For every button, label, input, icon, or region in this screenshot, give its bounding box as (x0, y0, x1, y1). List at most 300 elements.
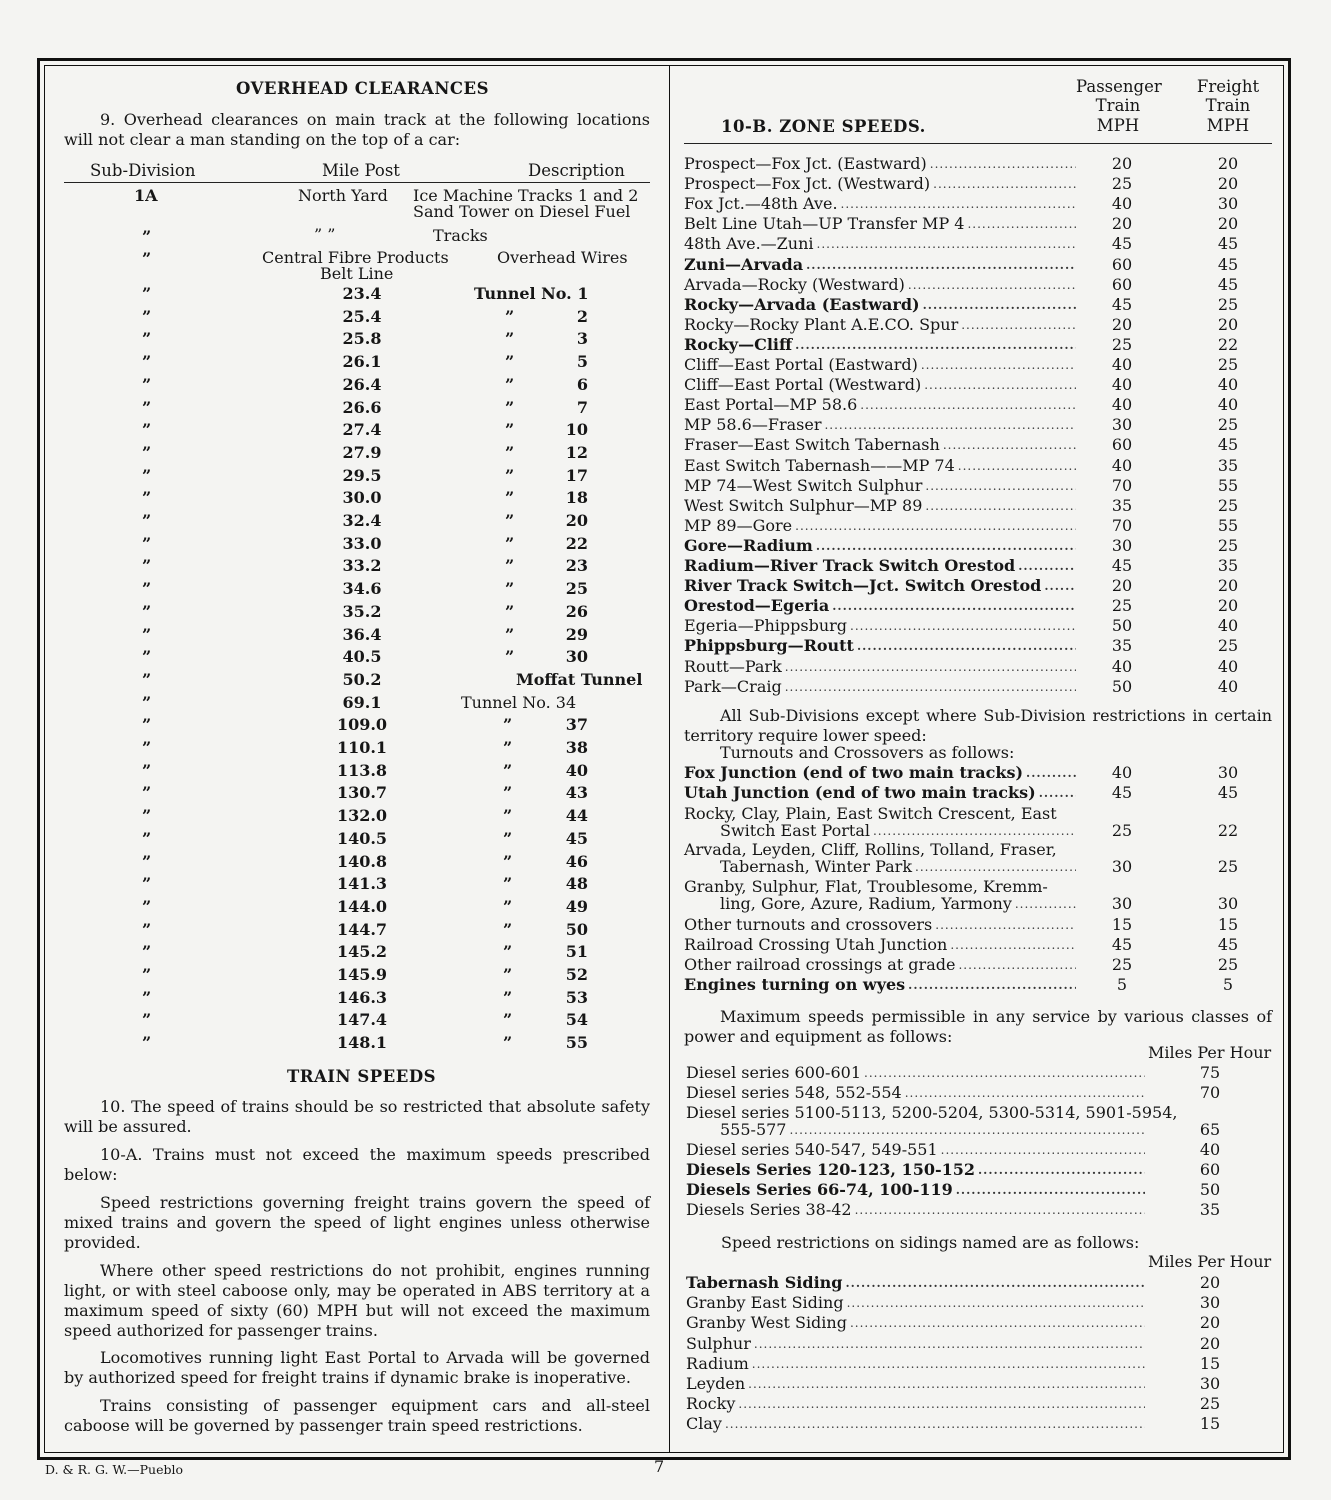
passenger-mph: 40 (1111, 355, 1133, 374)
page-number: 7 (654, 1457, 665, 1476)
passenger-mph: 60 (1111, 254, 1133, 274)
zone-row (684, 376, 1079, 394)
milepost-cell: 130.7 (336, 783, 388, 803)
passenger-mph: 35 (1111, 636, 1133, 656)
ditto-mark: ” (142, 579, 152, 599)
milepost-cell: 113.8 (336, 760, 388, 780)
siding-row (686, 1335, 1148, 1353)
freight-mph: 25 (1217, 535, 1239, 555)
dot-leader (1015, 895, 1076, 913)
zone-row-label: West Switch Sulphur—MP 89 (684, 495, 923, 515)
dot-leader (860, 396, 1076, 414)
milepost-cell: 29.5 (342, 465, 382, 485)
dot-leader (816, 537, 1076, 555)
dot-leader (950, 936, 1076, 954)
siding-mph: 30 (1199, 1293, 1221, 1313)
milepost-cell: 132.0 (336, 806, 388, 826)
passenger-mph: 45 (1111, 783, 1133, 802)
freight-mph: 25 (1217, 955, 1239, 974)
zone-row (684, 436, 1079, 454)
freight-mph: 40 (1217, 616, 1239, 636)
equipment-row (686, 1064, 1148, 1082)
milepost-cell: 33.2 (342, 556, 382, 576)
col-passenger-line2: Train (1095, 96, 1141, 115)
freight-mph: 25 (1217, 636, 1239, 656)
milepost-cell: 26.4 (342, 374, 382, 394)
freight-mph: 20 (1217, 314, 1239, 334)
freight-mph: 30 (1217, 763, 1239, 782)
milepost-cell: 25.8 (342, 329, 382, 349)
passenger-mph: 20 (1111, 576, 1133, 596)
ditto-mark: ” (503, 874, 513, 894)
zone-row (684, 175, 1079, 193)
tunnel-number: 23 (565, 556, 588, 576)
ditto-mark: ” (505, 420, 515, 440)
equipment-row (686, 1141, 1148, 1159)
equipment-row (686, 1201, 1148, 1219)
ditto-mark: ” (142, 374, 152, 394)
dot-leader (958, 956, 1076, 974)
turnout-row (684, 784, 1079, 802)
ditto-mark: ” ” (314, 225, 336, 244)
ditto-mark: ” (142, 352, 152, 372)
ditto-mark: ” (503, 828, 513, 848)
turnout-row-label: Engines turning on wyes (684, 975, 906, 994)
dot-leader (961, 316, 1076, 334)
ditto-mark: ” (505, 511, 515, 530)
zone-row-label: River Track Switch—Jct. Switch Orestod (684, 576, 1042, 596)
ditto-mark: ” (142, 488, 152, 508)
dot-leader (978, 1161, 1145, 1179)
passenger-mph: 20 (1111, 154, 1133, 173)
milepost-cell: 23.4 (342, 284, 382, 303)
tunnel-number: 12 (565, 442, 588, 462)
ditto-mark: ” (505, 647, 515, 667)
tunnel-number: 17 (565, 465, 588, 485)
dot-leader (924, 376, 1076, 394)
zone-row-label: Gore—Radium (684, 535, 813, 555)
zone-row (684, 497, 1079, 515)
zone-row-label: Routt—Park (684, 656, 782, 676)
ditto-mark: ” (142, 1010, 152, 1030)
dot-leader (923, 296, 1076, 314)
dot-leader (855, 1201, 1145, 1219)
tunnel-number: 6 (576, 374, 588, 394)
ditto-mark: ” (505, 306, 515, 326)
zone-row (684, 637, 1079, 655)
dot-leader (915, 858, 1076, 876)
ditto-mark: ” (142, 942, 152, 962)
freight-mph: 20 (1217, 214, 1239, 234)
zone-row (684, 336, 1079, 354)
dot-leader (956, 1181, 1145, 1199)
zone-row (684, 597, 1079, 615)
passenger-mph: 35 (1111, 495, 1133, 515)
maximum-speeds-paragraph: Maximum speeds permissible in any service by various classes of power and equipment as follows: (684, 1007, 1272, 1046)
ditto-mark: ” (142, 874, 152, 894)
passenger-mph: 25 (1111, 955, 1133, 974)
milepost-cell: 26.1 (342, 352, 382, 372)
turnout-row (684, 916, 1079, 934)
col-passenger-line3: MPH (1096, 116, 1140, 135)
freight-mph: 45 (1217, 435, 1239, 455)
dot-leader (857, 637, 1076, 655)
milepost-cell: 27.4 (342, 420, 382, 440)
freight-mph: 30 (1217, 194, 1239, 214)
ditto-mark: ” (503, 851, 513, 871)
turnout-row-label: Other turnouts and crossovers (684, 915, 933, 934)
dot-leader (1018, 557, 1076, 575)
turnout-row (720, 822, 1079, 840)
passenger-mph: 40 (1111, 763, 1133, 782)
zone-row (684, 537, 1079, 555)
siding-mph: 20 (1199, 1333, 1221, 1353)
zone-row-label: Fraser—East Switch Tabernash (684, 435, 940, 455)
description-cell: Tunnel No. 1 (474, 284, 589, 303)
milepost-cell: 145.2 (336, 942, 388, 962)
freight-mph: 40 (1217, 375, 1239, 395)
col-milepost: Mile Post (322, 161, 400, 180)
turnout-row-label: Railroad Crossing Utah Junction (684, 935, 948, 954)
passenger-mph: 40 (1111, 375, 1133, 395)
freight-mph: 35 (1217, 556, 1239, 575)
col-freight-line3: MPH (1206, 116, 1250, 135)
siding-row-label: Granby West Siding (686, 1313, 847, 1333)
col-freight-line1: Freight (1196, 77, 1260, 96)
freight-mph: 45 (1217, 274, 1239, 294)
turnout-row-label: Other railroad crossings at grade (684, 955, 956, 974)
tunnel-number: 55 (565, 1033, 588, 1053)
paragraph-abs-territory: Where other speed restrictions do not prohibit, engines running light, or with steel caboose only, may be operated in ABS territory at a maximum speed of sixty (60) MPH but will not exceed the maximum speed authorized for passenger trains. (64, 1261, 650, 1340)
siding-row-label: Granby East Siding (686, 1293, 844, 1313)
milepost-cell: 141.3 (336, 874, 388, 894)
turnout-row-label: Switch East Portal (720, 821, 870, 840)
dot-leader (850, 1314, 1145, 1332)
dot-leader (847, 1294, 1145, 1312)
tunnel-number: 40 (565, 760, 588, 780)
milepost-cell: 140.8 (336, 851, 388, 871)
equipment-row-label: 555-577 (720, 1120, 787, 1139)
ditto-mark: ” (505, 488, 515, 508)
zone-row (684, 617, 1079, 635)
zone-row (684, 577, 1079, 595)
tunnel-number: 29 (565, 624, 588, 644)
siding-row-label: Tabernash Siding (686, 1273, 843, 1292)
ditto-mark: ” (142, 420, 152, 440)
equipment-mph: 40 (1199, 1140, 1221, 1159)
freight-mph: 35 (1217, 455, 1239, 475)
equipment-row-label: Diesel series 540-547, 549-551 (686, 1140, 938, 1159)
equipment-mph: 35 (1199, 1200, 1221, 1219)
equipment-mph: 60 (1199, 1160, 1221, 1179)
zone-row (684, 557, 1079, 575)
turnout-row-label: Utah Junction (end of two main tracks) (684, 783, 1036, 802)
ditto-mark: ” (503, 987, 513, 1007)
ditto-mark: ” (503, 965, 513, 984)
col-subdivision: Sub-Division (90, 161, 196, 180)
zone-row-label: Cliff—East Portal (Eastward) (684, 355, 918, 374)
ditto-mark: ” (503, 1010, 513, 1030)
tunnel-number: 37 (565, 715, 588, 735)
zone-row (684, 296, 1079, 314)
passenger-mph: 20 (1111, 214, 1133, 234)
table-header-rule (64, 182, 650, 183)
turnout-row-label: Tabernash, Winter Park (720, 857, 913, 876)
dot-leader (925, 477, 1076, 495)
description-cell: Tunnel No. 34 (461, 692, 577, 712)
ditto-mark: ” (505, 556, 515, 576)
zone-row-label: Phippsburg—Routt (684, 636, 854, 656)
milepost-cell: 110.1 (336, 738, 388, 757)
turnout-name: Granby, Sulphur, Flat, Troublesome, Kremm- (684, 877, 1048, 896)
milepost-cell: 148.1 (336, 1033, 388, 1053)
tunnel-number: 26 (565, 601, 588, 621)
zone-row (684, 517, 1079, 535)
siding-row-label: Radium (686, 1353, 749, 1373)
col-passenger-line1: Passenger (1076, 77, 1162, 96)
siding-row-label: Leyden (686, 1374, 746, 1393)
freight-mph: 30 (1217, 894, 1239, 913)
description-cell: Overhead Wires (497, 248, 628, 267)
freight-mph: 40 (1217, 395, 1239, 415)
freight-mph: 25 (1217, 355, 1239, 374)
dot-leader (795, 336, 1076, 354)
dot-leader (785, 678, 1076, 696)
dot-leader (943, 436, 1076, 454)
dot-leader (941, 1141, 1145, 1159)
passenger-mph: 45 (1111, 234, 1133, 254)
dot-leader (958, 457, 1076, 475)
passenger-mph: 5 (1116, 975, 1128, 994)
passenger-mph: 40 (1111, 395, 1133, 415)
tunnel-number: 43 (565, 783, 588, 803)
tunnel-number: 2 (576, 306, 588, 326)
equipment-row (686, 1084, 1148, 1102)
ditto-mark: ” (142, 284, 152, 303)
zone-row (684, 235, 1079, 253)
passenger-mph: 40 (1111, 194, 1133, 214)
dot-leader (841, 195, 1076, 213)
zone-row (684, 477, 1079, 495)
milepost-cell: 146.3 (336, 987, 388, 1007)
dot-leader (1039, 784, 1076, 802)
milepost-cell: 147.4 (336, 1010, 388, 1030)
equipment-row-label: Diesels Series 66-74, 100-119 (686, 1180, 953, 1199)
column-divider (669, 65, 670, 1453)
ditto-mark: ” (142, 227, 152, 246)
tunnel-number: 44 (565, 806, 588, 826)
freight-mph: 55 (1217, 475, 1239, 495)
siding-mph: 20 (1199, 1313, 1221, 1333)
zone-row (684, 276, 1079, 294)
zone-row (684, 195, 1079, 213)
milepost-cell: 50.2 (342, 669, 382, 689)
zone-speeds-heading: 10-B. ZONE SPEEDS. (721, 117, 926, 136)
freight-mph: 20 (1217, 154, 1239, 173)
paragraph-locomotives-light: Locomotives running light East Portal to Arvada will be governed by authorized speed for freight trains if dynamic brake is inoperative. (64, 1348, 650, 1387)
tunnel-number: 10 (565, 420, 588, 440)
ditto-mark: ” (505, 352, 515, 372)
passenger-mph: 50 (1111, 616, 1133, 636)
freight-mph: 5 (1222, 975, 1234, 994)
ditto-mark: ” (503, 806, 513, 826)
zone-row-label: Belt Line Utah—UP Transfer MP 4 (684, 214, 965, 234)
passenger-mph: 25 (1111, 334, 1133, 354)
dot-leader (908, 976, 1076, 994)
train-speeds-heading: TRAIN SPEEDS (287, 1067, 437, 1086)
overhead-clearances-heading: OVERHEAD CLEARANCES (236, 79, 490, 98)
zone-row (684, 396, 1079, 414)
turnout-row-label: ling, Gore, Azure, Radium, Yarmony (720, 894, 1012, 913)
equipment-name: Diesel series 5100-5113, 5200-5204, 5300-5314, 5901-5954, (686, 1103, 1178, 1122)
paragraph-passenger-equipment: Trains consisting of passenger equipment cars and all-steel caboose will be governed by passenger train speed restrictions. (64, 1396, 650, 1435)
description-cell: Sand Tower on Diesel Fuel (413, 202, 631, 221)
zone-row (684, 457, 1079, 475)
overhead-paragraph: 9. Overhead clearances on main track at the following locations will not clear a man standing on the top of a car: (64, 110, 650, 149)
turnout-row (684, 764, 1079, 782)
zone-row-label: MP 74—West Switch Sulphur (684, 475, 923, 495)
zone-row-label: Rocky—Rocky Plant A.E.CO. Spur (684, 314, 959, 334)
dot-leader (817, 235, 1076, 253)
zone-row-label: MP 58.6—Fraser (684, 415, 822, 435)
siding-row (686, 1415, 1148, 1433)
turnout-row (720, 895, 1079, 913)
freight-mph: 22 (1217, 334, 1239, 354)
turnout-row (684, 936, 1079, 954)
tunnel-number: 49 (565, 896, 588, 916)
passenger-mph: 45 (1111, 556, 1133, 575)
dot-leader (785, 658, 1076, 676)
milepost-cell: 109.0 (336, 715, 388, 735)
freight-mph: 55 (1217, 515, 1239, 535)
ditto-mark: ” (142, 919, 152, 939)
zone-row (684, 155, 1079, 173)
dot-leader (873, 822, 1076, 840)
siding-row-label: Rocky (686, 1394, 736, 1414)
ditto-mark: ” (142, 806, 152, 826)
ditto-mark: ” (142, 783, 152, 803)
freight-mph: 20 (1217, 174, 1239, 194)
milepost-cell: 36.4 (342, 624, 382, 644)
dot-leader (935, 916, 1076, 934)
freight-mph: 22 (1217, 821, 1239, 840)
zone-row (684, 316, 1079, 334)
milepost-cell: 35.2 (342, 601, 382, 621)
turnout-name: Rocky, Clay, Plain, East Switch Crescent, East (684, 804, 1057, 823)
col-description: Description (528, 161, 625, 180)
tunnel-number: 54 (565, 1010, 588, 1030)
freight-mph: 20 (1217, 596, 1239, 616)
freight-mph: 45 (1217, 234, 1239, 254)
ditto-mark: ” (142, 249, 152, 268)
dot-leader (925, 497, 1076, 515)
tunnel-number: 20 (565, 511, 588, 530)
milepost-cell: Belt Line (320, 264, 394, 283)
siding-mph: 20 (1199, 1273, 1221, 1292)
dot-leader (752, 1355, 1145, 1373)
passenger-mph: 40 (1111, 455, 1133, 475)
dot-leader (1026, 764, 1076, 782)
zone-row (684, 256, 1079, 274)
ditto-mark: ” (142, 669, 152, 689)
dot-leader (921, 356, 1076, 374)
freight-mph: 40 (1217, 656, 1239, 676)
ditto-mark: ” (503, 760, 513, 780)
milepost-cell: 144.0 (336, 896, 388, 916)
description-cell: Ice Machine Tracks 1 and 2 (413, 186, 639, 205)
dot-leader (967, 215, 1076, 233)
turnout-row (684, 976, 1079, 994)
passenger-mph: 20 (1111, 314, 1133, 334)
ditto-mark: ” (142, 624, 152, 644)
siding-mph: 25 (1199, 1394, 1221, 1414)
dot-leader (748, 1375, 1145, 1393)
siding-row (686, 1395, 1148, 1413)
tunnel-number: 46 (565, 851, 588, 871)
tunnel-number: 38 (565, 738, 588, 757)
ditto-mark: ” (505, 442, 515, 462)
zone-header-rule (684, 143, 1272, 144)
siding-row-label: Clay (686, 1414, 722, 1434)
dot-leader (738, 1395, 1145, 1413)
dot-leader (832, 597, 1076, 615)
zone-row-label: East Switch Tabernash——MP 74 (684, 455, 955, 475)
siding-mph: 30 (1199, 1374, 1221, 1393)
milepost-cell: 34.6 (342, 579, 382, 599)
turnouts-heading: Turnouts and Crossovers as follows: (720, 743, 1015, 762)
zone-row (684, 215, 1079, 233)
tunnel-number: 52 (565, 965, 588, 984)
tunnel-number: 53 (565, 987, 588, 1007)
freight-mph: 25 (1217, 495, 1239, 515)
milepost-cell: 33.0 (342, 533, 382, 553)
milepost-cell: 26.6 (342, 397, 382, 417)
ditto-mark: ” (142, 397, 152, 417)
ditto-mark: ” (142, 306, 152, 326)
passenger-mph: 25 (1111, 596, 1133, 616)
description-cell: Tracks (433, 226, 488, 245)
ditto-mark: ” (505, 601, 515, 621)
passenger-mph: 30 (1111, 415, 1133, 435)
turnout-row (684, 956, 1079, 974)
equipment-row-label: Diesel series 600-601 (686, 1063, 861, 1082)
ditto-mark: ” (142, 828, 152, 848)
milepost-cell: 30.0 (342, 488, 382, 508)
zone-row-label: Egeria—Phippsburg (684, 616, 848, 636)
milepost-cell: 32.4 (342, 511, 382, 530)
tunnel-number: 51 (565, 942, 588, 962)
ditto-mark: ” (142, 601, 152, 621)
tunnel-number: 18 (565, 488, 588, 508)
milepost-cell: 69.1 (342, 692, 382, 712)
passenger-mph: 70 (1111, 515, 1133, 535)
ditto-mark: ” (142, 533, 152, 553)
ditto-mark: ” (142, 896, 152, 916)
sidings-miles-per-hour-label: Miles Per Hour (1148, 1252, 1272, 1271)
ditto-mark: ” (505, 579, 515, 599)
siding-row (686, 1274, 1148, 1292)
ditto-mark: ” (142, 511, 152, 530)
passenger-mph: 40 (1111, 656, 1133, 676)
tunnel-number: 3 (576, 329, 588, 349)
tunnel-number: 7 (576, 397, 588, 417)
ditto-mark: ” (503, 1033, 513, 1053)
milepost-cell: Central Fibre Products (262, 248, 449, 267)
zone-row-label: Prospect—Fox Jct. (Westward) (684, 174, 931, 194)
paragraph-10a: 10-A. Trains must not exceed the maximum speeds prescribed below: (64, 1145, 650, 1184)
ditto-mark: ” (142, 738, 152, 757)
dot-leader (1044, 577, 1076, 595)
